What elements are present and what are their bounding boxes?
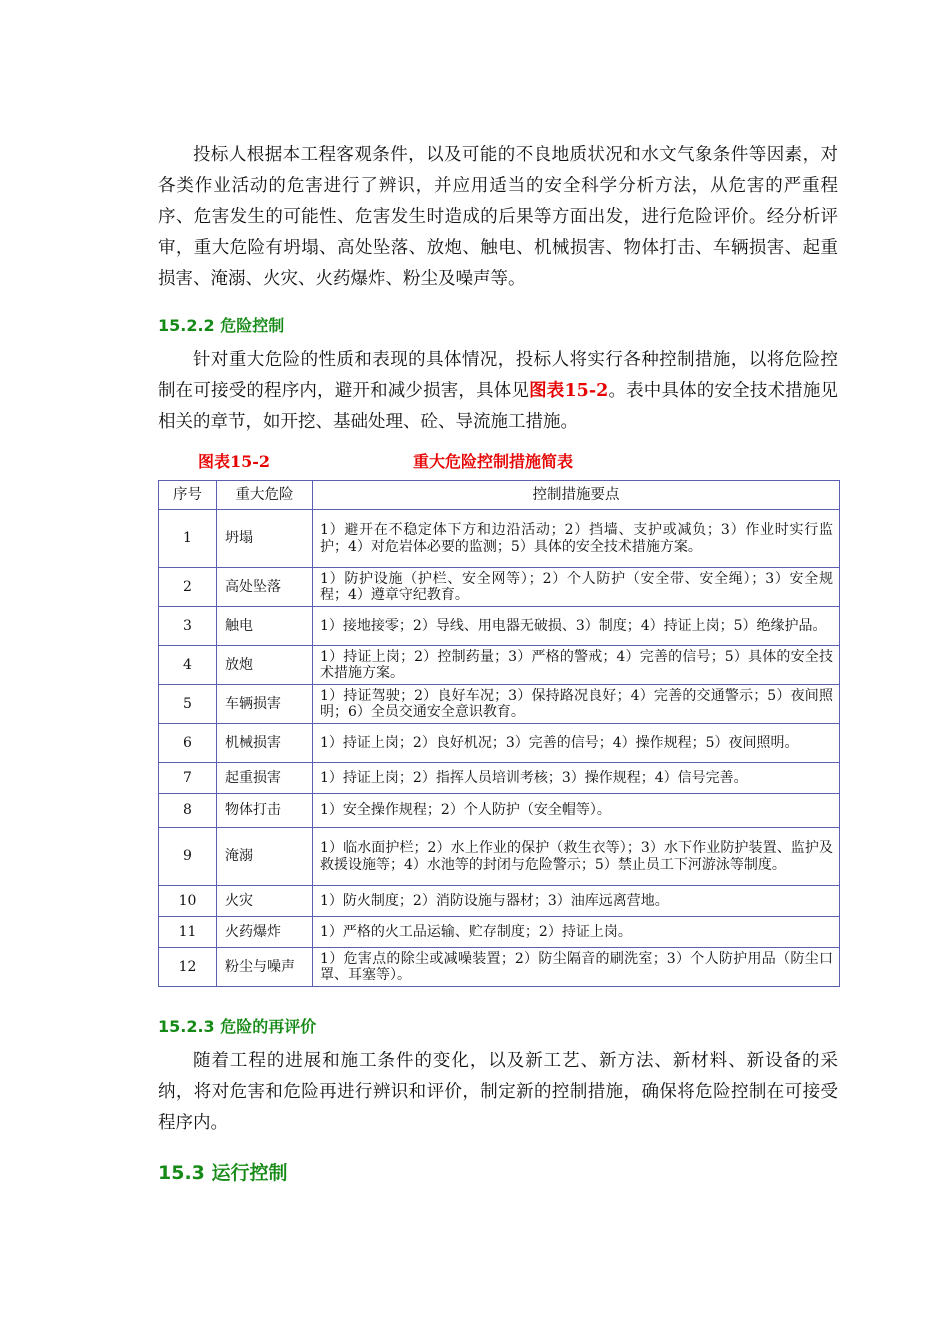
row-hazard: 放炮: [217, 646, 313, 685]
row-hazard: 车辆损害: [217, 685, 313, 724]
table-reference-link: 图表15-2: [529, 381, 609, 401]
table-row: [159, 510, 840, 568]
row-measures: 1）临水面护栏；2）水上作业的保护（救生衣等）；3）水下作业防护装置、监护及救援设施等；4）水池等的封闭与危险警示；5）禁止员工下河游泳等制度。: [313, 828, 840, 886]
row-hazard: 淹溺: [217, 828, 313, 886]
row-hazard: 机械损害: [217, 724, 313, 763]
row-hazard: 坍塌: [217, 510, 313, 568]
row-hazard: 粉尘与噪声: [217, 948, 313, 987]
row-measures: 1）避开在不稳定体下方和边沿活动；2）挡墙、支护或减负；3）作业时实行监护；4）对危岩体必要的监测；5）具体的安全技术措施方案。: [313, 510, 840, 568]
row-measures: 1）防火制度；2）消防设施与器材；3）油库远离营地。: [313, 886, 840, 917]
row-number: 9: [159, 828, 217, 886]
row-hazard: 物体打击: [217, 794, 313, 828]
row-hazard: 火药爆炸: [217, 917, 313, 948]
row-hazard: 起重损害: [217, 763, 313, 794]
row-measures: 1）危害点的除尘或减噪装置；2）防尘隔音的刷洗室；3）个人防护用品（防尘口罩、耳塞等）。: [313, 948, 840, 987]
table-row: [159, 724, 840, 763]
table-row: [159, 568, 840, 607]
header-no: 序号: [159, 481, 217, 510]
table-row: [159, 828, 840, 886]
table-row: [159, 646, 840, 685]
row-number: 2: [159, 568, 217, 607]
row-number: 7: [159, 763, 217, 794]
table-row: [159, 763, 840, 794]
table-row: [159, 917, 840, 948]
row-measures: 1）防护设施（护栏、安全网等）；2）个人防护（安全带、安全绳）；3）安全规程；4）遵章守纪教育。: [313, 568, 840, 607]
header-hazard: 重大危险: [217, 481, 313, 510]
row-hazard: 触电: [217, 607, 313, 646]
row-number: 10: [159, 886, 217, 917]
row-measures: 1）持证上岗；2）控制药量；3）严格的警戒；4）完善的信号；5）具体的安全技术措施方案。: [313, 646, 840, 685]
row-number: 3: [159, 607, 217, 646]
row-measures: 1）持证上岗；2）良好机况；3）完善的信号；4）操作规程；5）夜间照明。: [313, 724, 840, 763]
table-caption-label: 图表15-2: [198, 452, 271, 471]
table-row: [159, 794, 840, 828]
header-measures: 控制措施要点: [313, 481, 840, 510]
row-number: 6: [159, 724, 217, 763]
section-heading-15-2-3: 15.2.3 危险的再评价: [158, 1017, 317, 1036]
table-row: [159, 685, 840, 724]
row-measures: 1）安全操作规程；2）个人防护（安全帽等）。: [313, 794, 840, 828]
section-heading-15-3: 15.3 运行控制: [158, 1162, 288, 1184]
row-measures: 1）持证驾驶；2）良好车况；3）保持路况良好；4）完善的交通警示；5）夜间照明；6）全员交通安全意识教育。: [313, 685, 840, 724]
table-caption-title: 重大危险控制措施简表: [413, 452, 574, 471]
intro-paragraph: 投标人根据本工程客观条件，以及可能的不良地质状况和水文气象条件等因素，对各类作业活动的危害进行了辨识，并应用适当的安全科学分析方法，从危害的严重程序、危害发生的可能性、危害发生时造成的后果等方面出发，进行危险评价。经分析评审，重大危险有坍塌、高处坠落、放炮、触电、机械损害、物体打击、车辆损害、起重损害、淹溺、火灾、火药爆炸、粉尘及噪声等。: [158, 145, 838, 289]
row-number: 5: [159, 685, 217, 724]
control-paragraph-after: 。表中具体的安全技术措施见相关的章节，如开挖、基础处理、砼、导流施工措施。: [158, 381, 839, 432]
row-hazard: 火灾: [217, 886, 313, 917]
control-paragraph-before: 针对重大危险的性质和表现的具体情况，投标人将实行各种控制措施，以将危险控制在可接受的程序内，避开和减少损害，具体见: [158, 350, 838, 401]
table-caption: [158, 449, 838, 471]
row-number: 11: [159, 917, 217, 948]
control-paragraph: [158, 345, 838, 438]
row-number: 1: [159, 510, 217, 568]
section-heading-15-2-2: 15.2.2 危险控制: [158, 316, 285, 335]
table-header-row: [159, 481, 840, 510]
row-hazard: 高处坠落: [217, 568, 313, 607]
row-measures: 1）严格的火工品运输、贮存制度；2）持证上岗。: [313, 917, 840, 948]
table-row: [159, 948, 840, 987]
table-row: [159, 607, 840, 646]
row-number: 8: [159, 794, 217, 828]
reassessment-paragraph: 随着工程的进展和施工条件的变化，以及新工艺、新方法、新材料、新设备的采纳，将对危害和危险再进行辨识和评价，制定新的控制措施，确保将危险控制在可接受程序内。: [158, 1051, 838, 1133]
row-measures: 1）持证上岗；2）指挥人员培训考核；3）操作规程；4）信号完善。: [313, 763, 840, 794]
row-number: 12: [159, 948, 217, 987]
hazard-control-table: [158, 480, 840, 987]
row-measures: 1）接地接零；2）导线、用电器无破损、3）制度；4）持证上岗；5）绝缘护品。: [313, 607, 840, 646]
row-number: 4: [159, 646, 217, 685]
table-row: [159, 886, 840, 917]
